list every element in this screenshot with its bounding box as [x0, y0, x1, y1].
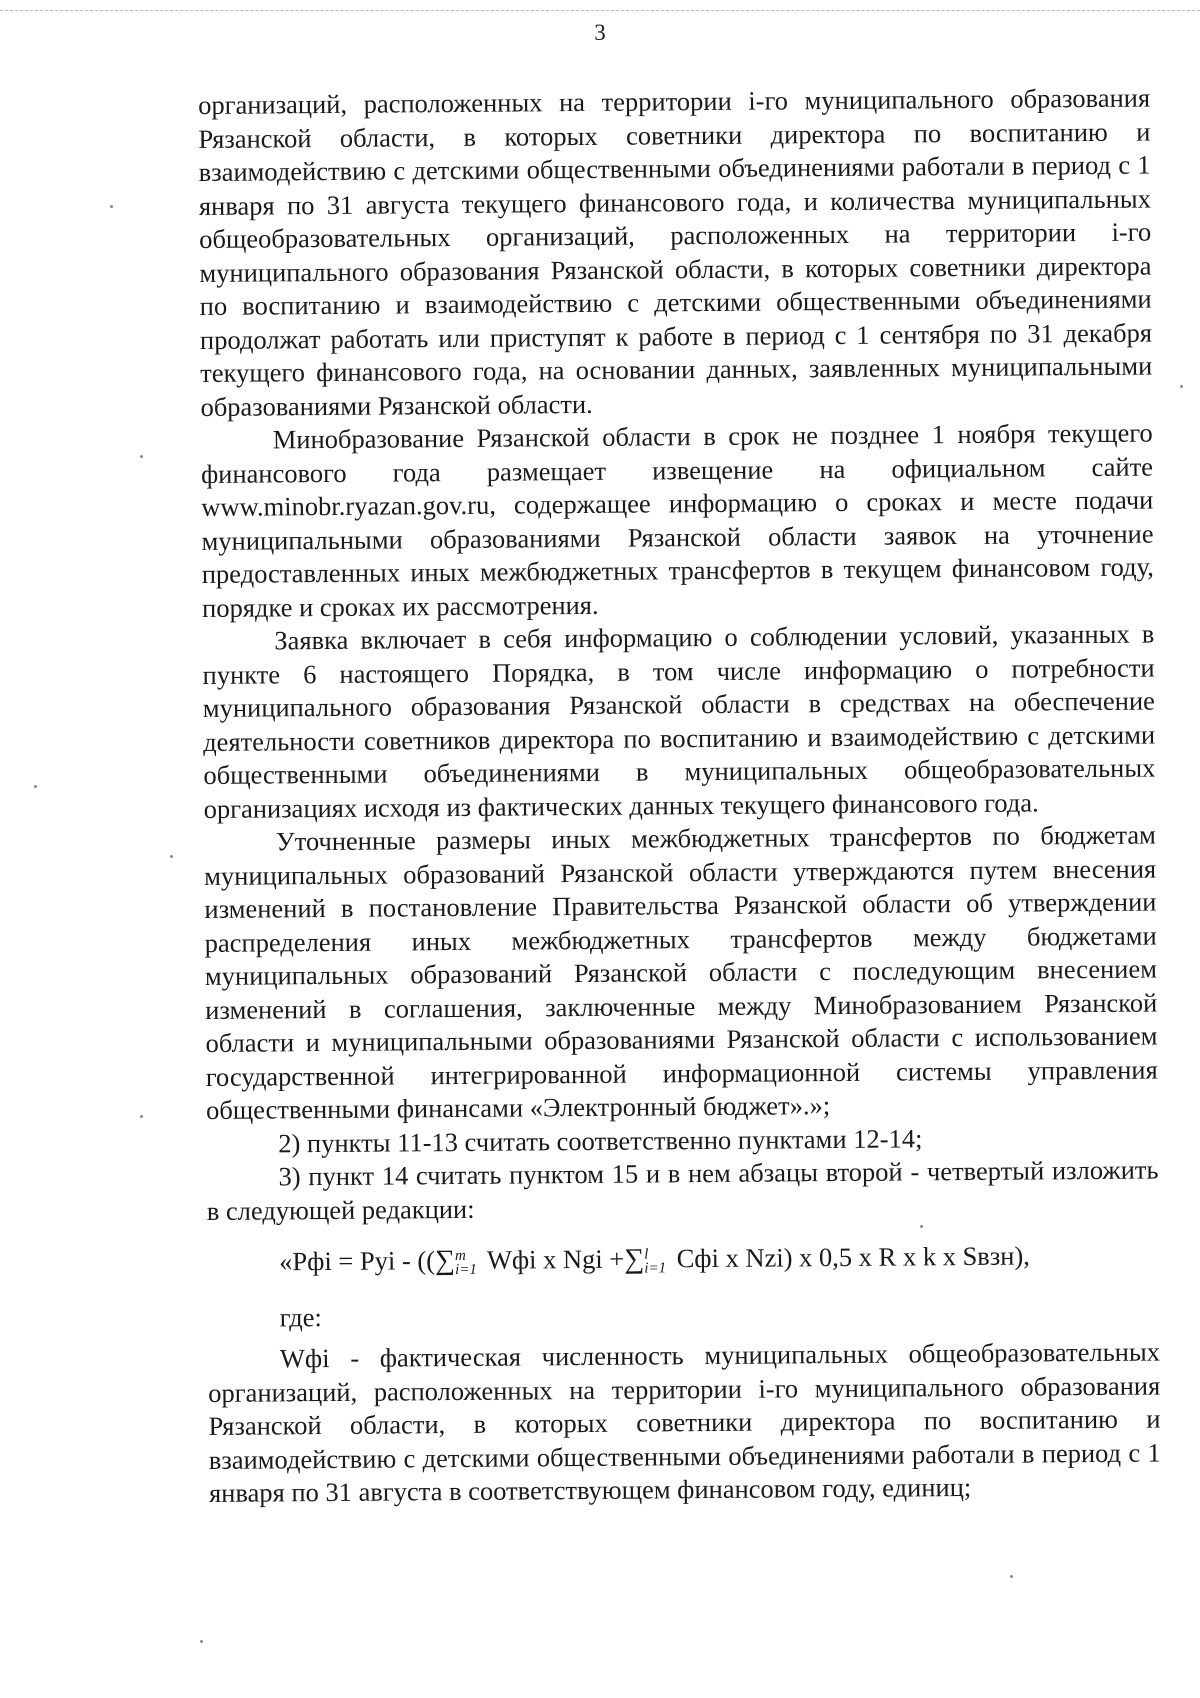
formula	[207, 1238, 1159, 1279]
sum2-limits	[644, 1247, 666, 1275]
paragraph-application: Заявка включает в себя информацию о соблюдении условий, указанных в пункте 6 настоящего Порядка, в том числе информацию о потребности муниципального образования Рязанской области в средствах на обеспечение деятельности советников директора по воспитанию и взаимодействию с детскими общественными объединениями в муниципальных общеобразовательных организациях исходя из фактических данных текущего финансового года.	[202, 618, 1156, 824]
page-number: 3	[594, 20, 606, 45]
sum2-upper: l	[644, 1246, 649, 1263]
where-label: где:	[279, 1301, 322, 1332]
scan-speck	[140, 1115, 143, 1118]
scan-speck	[920, 1225, 923, 1228]
scan-speck	[34, 785, 37, 788]
sum1-upper: m	[454, 1247, 466, 1264]
sum1-lower: i=1	[454, 1261, 477, 1278]
paragraph-continuation: организаций, расположенных на территории i-го муниципального образования Рязанской области, в которых советники директора по воспитанию и взаимодействию с детскими общественными объединениями работали в период с 1 января по 31 августа текущего финансового года, и количества муниципальных общеобразовательных организаций, расположенных на территории i-го муниципального образования Рязанской области, в которых советники директора по воспитанию и взаимодействию с детскими общественными объединениями продолжат работать или приступят к работе в период с 1 сентября по 31 декабря текущего финансового года, на основании данных, заявленных муниципальными образованиями Рязанской области.	[198, 82, 1153, 422]
sum2-lower: i=1	[644, 1260, 667, 1277]
paragraph-item-2: 2) пункты 11-13 считать соответственно пунктами 12-14;	[278, 1122, 923, 1158]
scan-speck	[170, 855, 173, 858]
scan-speck	[140, 455, 143, 458]
document-body	[198, 82, 1161, 1511]
paragraph-notice: Минобразование Рязанской области в срок не позднее 1 ноября текущего финансового года размещает извещение на официальном сайте www.minobr.ryazan.gov.ru, содержащее информацию о сроках и месте подачи муниципальными образованиями Рязанской области заявок на уточнение предоставленных иных межбюджетных трансфертов в текущем финансовом году, порядке и сроках их рассмотрения.	[200, 417, 1154, 623]
scan-speck	[1180, 385, 1183, 388]
sum-symbol-2: ∑	[624, 1243, 645, 1275]
formula-term-1: Wфi x Ngi +	[480, 1243, 625, 1275]
sum1-limits	[455, 1249, 477, 1277]
scan-speck	[110, 205, 113, 208]
scan-edge	[0, 10, 1200, 11]
scan-speck	[200, 1640, 203, 1643]
formula-term-2: Cфi x Nzi) x 0,5 x R x k x Sвзн),	[669, 1240, 1030, 1274]
paragraph-refined-amounts: Уточненные размеры иных межбюджетных трансфертов по бюджетам муниципальных образований Рязанской области утверждаются путем внесения изменений в постановление Правительства Рязанской области об утверждении распределения иных межбюджетных трансфертов между бюджетами муниципальных образований Рязанской области с последующим внесением изменений в соглашения, заключенные между Минобразованием Рязанской области и муниципальными образованиями Рязанской области с использованием государственной интегрированной информационной системы управления общественными финансами «Электронный бюджет».»;	[204, 819, 1158, 1125]
scan-speck	[1010, 1575, 1013, 1578]
paragraph-item-3: 3) пункт 14 считать пунктом 15 и в нем абзацы второй - четвертый изложить в следующей редакции:	[206, 1154, 1159, 1226]
paragraph-definition-wfi: Wфi - фактическая численность муниципальных общеобразовательных организаций, расположенных на территории i-го муниципального образования Рязанской области, в которых советники директора по воспитанию и взаимодействию с детскими общественными объединениями работали в период с 1 января по 31 августа в соответствующем финансовом году, единиц;	[208, 1336, 1161, 1508]
sum-symbol: ∑	[434, 1245, 456, 1277]
formula-open: «Pфi = Pyi - ((	[279, 1245, 436, 1277]
